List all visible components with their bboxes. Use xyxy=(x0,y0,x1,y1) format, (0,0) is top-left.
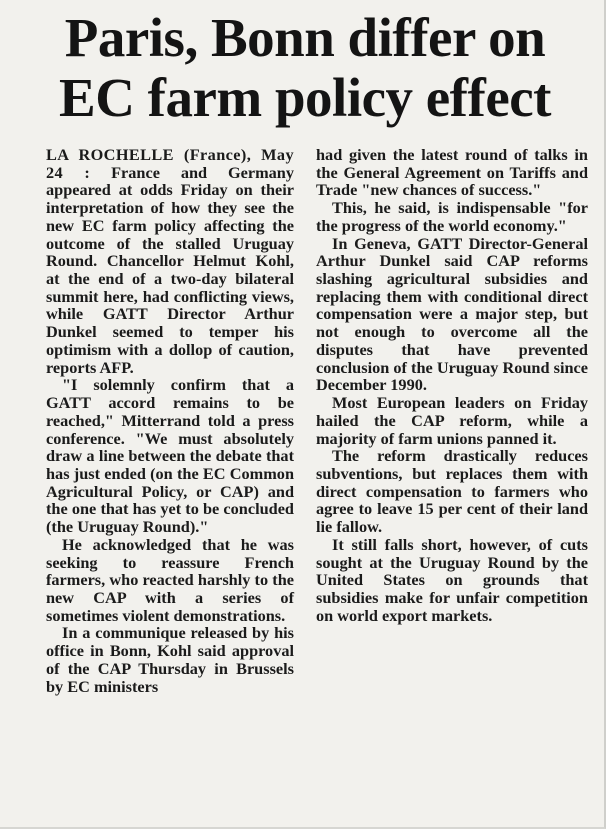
article-paragraph: This, he said, is indispensable "for the progress of the world economy." xyxy=(316,198,588,235)
article-lead-text: France and Germany appeared at odds Friday on their interpretation of how they see the new EC farm policy affecting the outcome of the stalled Uruguay Round. Chancellor Helmut Kohl, at the end of a two-day bilateral summit here, had conflicting views, while GATT Director Arthur Dunkel seemed to temper his optimism with a dollop of caution, reports AFP. xyxy=(46,162,294,377)
article-paragraph: "I solemnly confirm that a GATT accord remains to be reached," Mitterrand told a press conference. "We must absolutely draw a line between the debate that has just ended (on the EC Common Agricultural Policy, or CAP) and the one that has yet to be concluded (the Uruguay Round)." xyxy=(46,375,294,537)
article-column-right xyxy=(316,146,588,624)
article-paragraph: Most European leaders on Friday hailed the CAP reform, while a majority of farm unions panned it. xyxy=(316,393,588,448)
headline xyxy=(18,8,592,128)
article-paragraph: In Geneva, GATT Director-General Arthur Dunkel said CAP reforms slashing agricultural subsidies and replacing them with conditional direct compensation were a major step, but not enough to overcome all the disputes that have prevented conclusion of the Uruguay Round since December 1990. xyxy=(316,233,588,395)
article-paragraph: In a communique released by his office in Bonn, Kohl said approval of the CAP Thursday in Brussels by EC ministers xyxy=(46,623,294,696)
headline-line-1: Paris, Bonn differ on xyxy=(64,7,546,68)
article-paragraph-continued: had given the latest round of talks in the General Agreement on Tariffs and Trade "new chances of success." xyxy=(316,145,588,200)
article-column-left xyxy=(46,146,294,695)
article-paragraph: It still falls short, however, of cuts sought at the Uruguay Round by the United States on grounds that subsidies make for unfair competition on world export markets. xyxy=(316,534,588,625)
article-paragraph: He acknowledged that he was seeking to reassure French farmers, who reacted harshly to the new CAP with a series of sometimes violent demonstrations. xyxy=(46,534,294,625)
article-paragraph xyxy=(46,146,294,376)
dateline: LA ROCHELLE (France), May 24 : xyxy=(46,145,294,182)
headline-line-2: EC farm policy effect xyxy=(59,67,551,128)
article-paragraph: The reform drastically reduces subventions, but replaces them with direct compensation to farmers who agree to leave 15 per cent of their land lie fallow. xyxy=(316,446,588,537)
